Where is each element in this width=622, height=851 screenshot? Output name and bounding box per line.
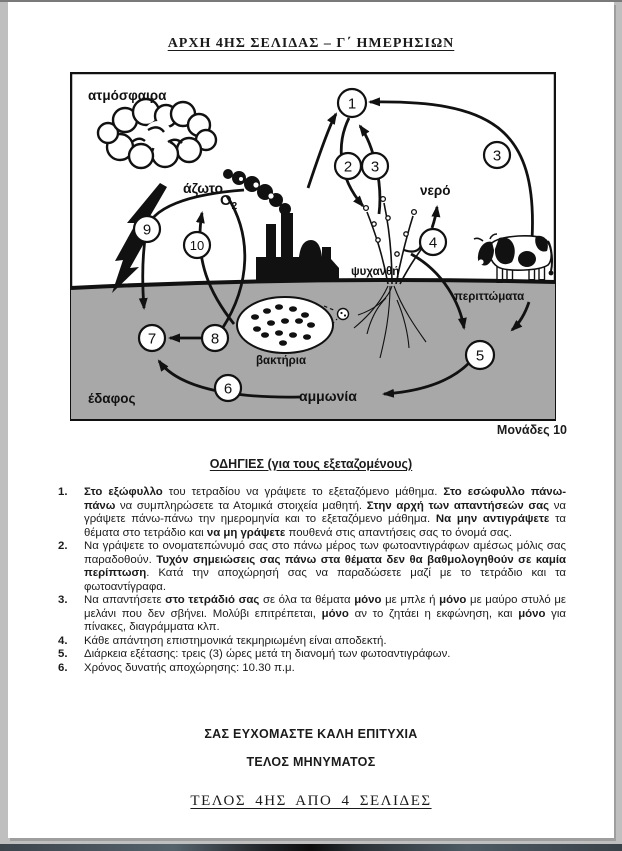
points-label: Μονάδες 10 — [496, 423, 567, 437]
node-2 — [335, 153, 361, 179]
end-of-message: ΤΕΛΟΣ ΜΗΝΥΜΑΤΟΣ — [246, 755, 376, 769]
item-text: Χρόνος δυνατής αποχώρησης: 10.30 π.μ. — [84, 661, 295, 674]
label-excrement: περιττώματα — [454, 291, 525, 303]
svg-text:2: 2 — [343, 158, 353, 176]
svg-text:4: 4 — [428, 234, 438, 252]
node-3-right — [484, 142, 510, 168]
cow-tail-tuft — [549, 271, 554, 276]
instruction-item-2 — [58, 540, 566, 594]
item-number: 2. — [58, 540, 68, 552]
node-3-left — [362, 153, 388, 179]
svg-text:6: 6 — [223, 380, 233, 398]
item-number: 5. — [58, 648, 68, 660]
diagram-svg — [70, 72, 556, 421]
svg-text:1: 1 — [347, 95, 357, 113]
svg-text:3: 3 — [492, 147, 502, 165]
instruction-item-6 — [58, 662, 566, 676]
label-soil: έδαφος — [88, 391, 136, 406]
item-number: 6. — [58, 661, 68, 674]
instructions-list — [58, 486, 566, 675]
svg-text:7: 7 — [147, 330, 157, 348]
svg-text:5: 5 — [475, 347, 485, 365]
node-8 — [202, 325, 228, 351]
node-6 — [215, 375, 241, 401]
label-bacteria: βακτήρια — [256, 355, 307, 367]
item-text: Διάρκεια εξέτασης: τρεις (3) ώρες μετά τη διανομή των φωτοαντιγράφων. — [84, 648, 451, 660]
svg-text:8: 8 — [210, 330, 220, 348]
label-ammonia: αμμωνία — [299, 388, 357, 404]
item-number: 3. — [58, 594, 68, 606]
node-10 — [184, 232, 210, 258]
node-5 — [466, 341, 494, 369]
label-oxygen: $O_2$ — [220, 192, 238, 212]
window-bottom-bar — [0, 844, 622, 851]
node-9 — [134, 216, 160, 242]
svg-text:10: 10 — [189, 238, 205, 253]
item-text: Κάθε απάντηση επιστημονικά τεκμηριωμένη είναι αποδεκτή. — [84, 634, 387, 647]
label-legume: ψυχανθή — [351, 266, 400, 278]
node-4 — [420, 229, 446, 255]
label-water: νερό — [420, 183, 451, 198]
item-text: Να γράψετε το ονοματεπώνυμό σας στο πάνω μέρος των φωτοαντιγράφων αμέσως μόλις σας παραδοθούν. Τυχόν σημειώσεις σας πάνω στα θέματα δεν θα βαθμολογηθούν σε καμία περίπτωση. Κατά την αποχώρησή σας να παραδώσετε μαζί με το τετράδιο και τα φωτοαντίγραφα. — [84, 540, 566, 593]
label-nitrogen: άζωτο — [183, 180, 224, 196]
exam-page — [8, 2, 614, 838]
page-footer-title: ΤΕΛΟΣ 4ΗΣ ΑΠΟ 4 ΣΕΛΙΔΕΣ — [190, 793, 432, 809]
item-text: Να απαντήσετε στο τετράδιό σας σε όλα τα θέματα μόνο με μπλε ή μόνο με μαύρο στυλό με μελάνι που δεν σβήνει. Μολύβι επιτρέπεται, μόνο αν το ζητάει η εκφώνηση, και μόνο για πίνακες, διαγράμματα κλπ. — [84, 594, 566, 633]
bacteria-oval — [237, 297, 333, 353]
root-nodule — [338, 309, 349, 320]
instruction-item-4 — [58, 635, 566, 649]
item-number: 1. — [58, 486, 68, 498]
nitrogen-cycle-diagram — [70, 72, 556, 421]
good-luck-message: ΣΑΣ ΕΥΧΟΜΑΣΤΕ ΚΑΛΗ ΕΠΙΤΥΧΙΑ — [204, 727, 418, 741]
item-number: 4. — [58, 634, 68, 647]
label-atmosphere: ατμόσφαιρα — [88, 88, 167, 103]
cow-muzzle — [478, 259, 483, 264]
page-header-title: ΑΡΧΗ 4ΗΣ ΣΕΛΙΔΑΣ – Γ΄ ΗΜΕΡΗΣΙΩΝ — [167, 36, 455, 51]
node-7 — [139, 325, 165, 351]
instructions-title: ΟΔΗΓΙΕΣ (για τους εξεταζομένους) — [209, 457, 413, 471]
instruction-item-5 — [58, 648, 566, 662]
svg-text:9: 9 — [142, 221, 152, 239]
instruction-item-1 — [58, 486, 566, 540]
node-1 — [338, 89, 366, 117]
instruction-item-3 — [58, 594, 566, 635]
item-text: Στο εξώφυλλο του τετραδίου να γράψετε το εξεταζόμενο μάθημα. Στο εσώφυλλο πάνω-πάνω να συμπληρώσετε τα Ατομικά στοιχεία μαθητή. Στην αρχή των απαντήσεών σας να γράψετε πάνω-πάνω την ημερομηνία και το εξεταζόμενο μάθημα. Να μην αντιγράψετε τα θέματα στο τετράδιο και να μη γράψετε πουθενά στις απαντήσεις σας το όνομά σας. — [84, 486, 567, 539]
svg-text:3: 3 — [370, 158, 380, 176]
